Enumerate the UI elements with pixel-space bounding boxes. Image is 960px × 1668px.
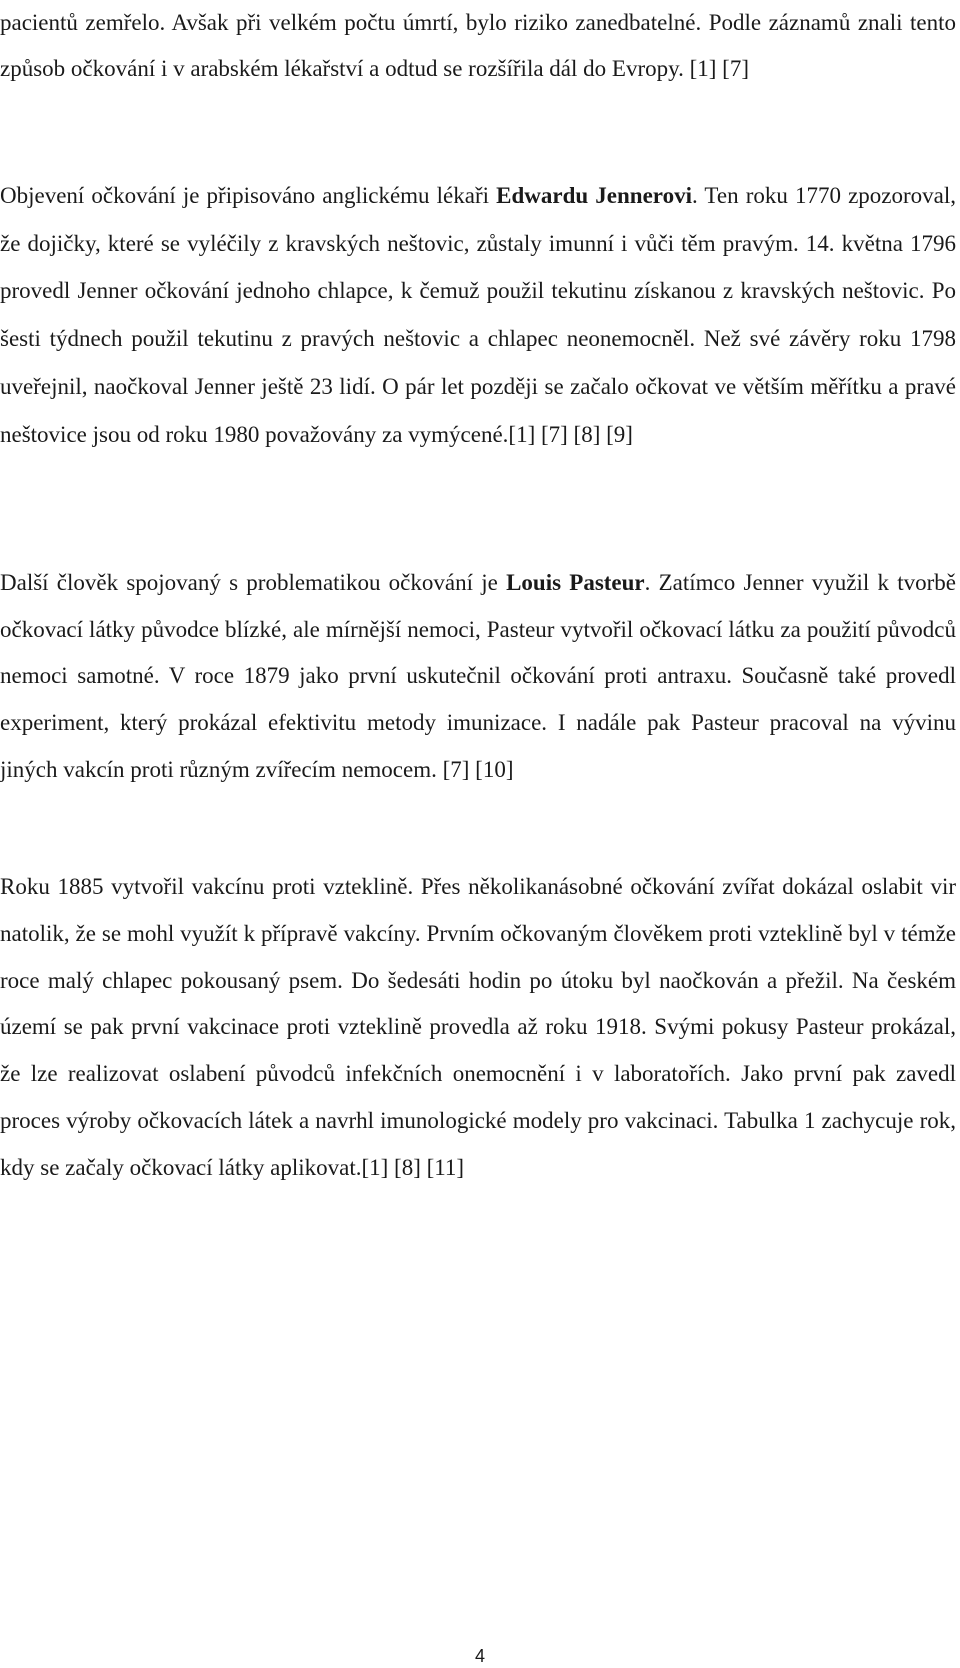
- paragraph-text-before: Roku 1885 vytvořil vakcínu proti vzteklině. Přes několikanásobné očkování zvířat dokázal oslabit vir natolik, že se mohl využít k přípravě vakcíny. Prvním očkovaným člověkem proti vzteklině byl v témže roce malý chlapec pokousaný psem. Do šedesáti hodin po útoku byl naočkován a přežil. Na českém území se pak první vakcinace proti vzteklině provedla až roku 1918. Svými pokusy Pasteur prokázal, že lze realizovat oslabení původců infekčních onemocnění i v laboratořích. Jako první pak zavedl proces výroby očkovacích látek a navrhl imunologické modely pro vakcinaci. Tabulka 1 zachycuje rok, kdy se začaly očkovací látky aplikovat.[1] [8] [11]: [0, 874, 956, 1180]
- paragraph-text-after: . Zatímco Jenner využil k tvorbě očkovací látky původce blízké, ale mírnější nemoci, Pasteur vytvořil očkovací látku za použití původců nemoci samotné. V roce 1879 jako první uskutečnil očkování proti antraxu. Současně také provedl experiment, který prokázal efektivitu metody imunizace. I nadále pak Pasteur pracoval na vývinu jiných vakcín proti různým zvířecím nemocem. [7] [10]: [0, 570, 956, 782]
- paragraph-text-after: . Ten roku 1770 zpozoroval, že dojičky, které se vyléčily z kravských neštovic, zůstaly imunní i vůči těm pravým. 14. května 1796 provedl Jenner očkování jednoho chlapce, k čemuž použil tekutinu získanou z kravských neštovic. Po šesti týdnech použil tekutinu z pravých neštovic a chlapec neonemocněl. Než své závěry roku 1798 uveřejnil, naočkoval Jenner ještě 23 lidí. O pár let později se začalo očkovat ve větším měřítku a pravé neštovice jsou od roku 1980 považovány za vymýcené.[1] [7] [8] [9]: [0, 183, 957, 447]
- paragraph-edward-jenner: [0, 172, 956, 458]
- paragraph-variolation-history: [0, 0, 956, 92]
- paragraph-text-before: Objevení očkování je připisováno anglickému lékaři: [0, 183, 497, 208]
- paragraph-text: [0, 0, 956, 92]
- bold-name-edward-jenner: Edwardu Jennerovi: [496, 183, 692, 208]
- paragraph-text-before: Další člověk spojovaný s problematikou očkování je: [0, 570, 507, 595]
- page-number: 4: [474, 1646, 485, 1666]
- paragraph-rabies-vaccine: [0, 864, 956, 1192]
- paragraph-louis-pasteur: [0, 560, 956, 794]
- paragraph-text: [0, 560, 956, 794]
- paragraph-text: [0, 864, 956, 1192]
- paragraph-text: [0, 172, 956, 458]
- bold-name-louis-pasteur: Louis Pasteur: [506, 570, 645, 595]
- paragraph-text-before: pacientů zemřelo. Avšak při velkém počtu úmrtí, bylo riziko zanedbatelné. Podle záznamů znali tento způsob očkování i v arabském lékařství a odtud se rozšířila dál do Evropy. [1] [7]: [0, 10, 956, 81]
